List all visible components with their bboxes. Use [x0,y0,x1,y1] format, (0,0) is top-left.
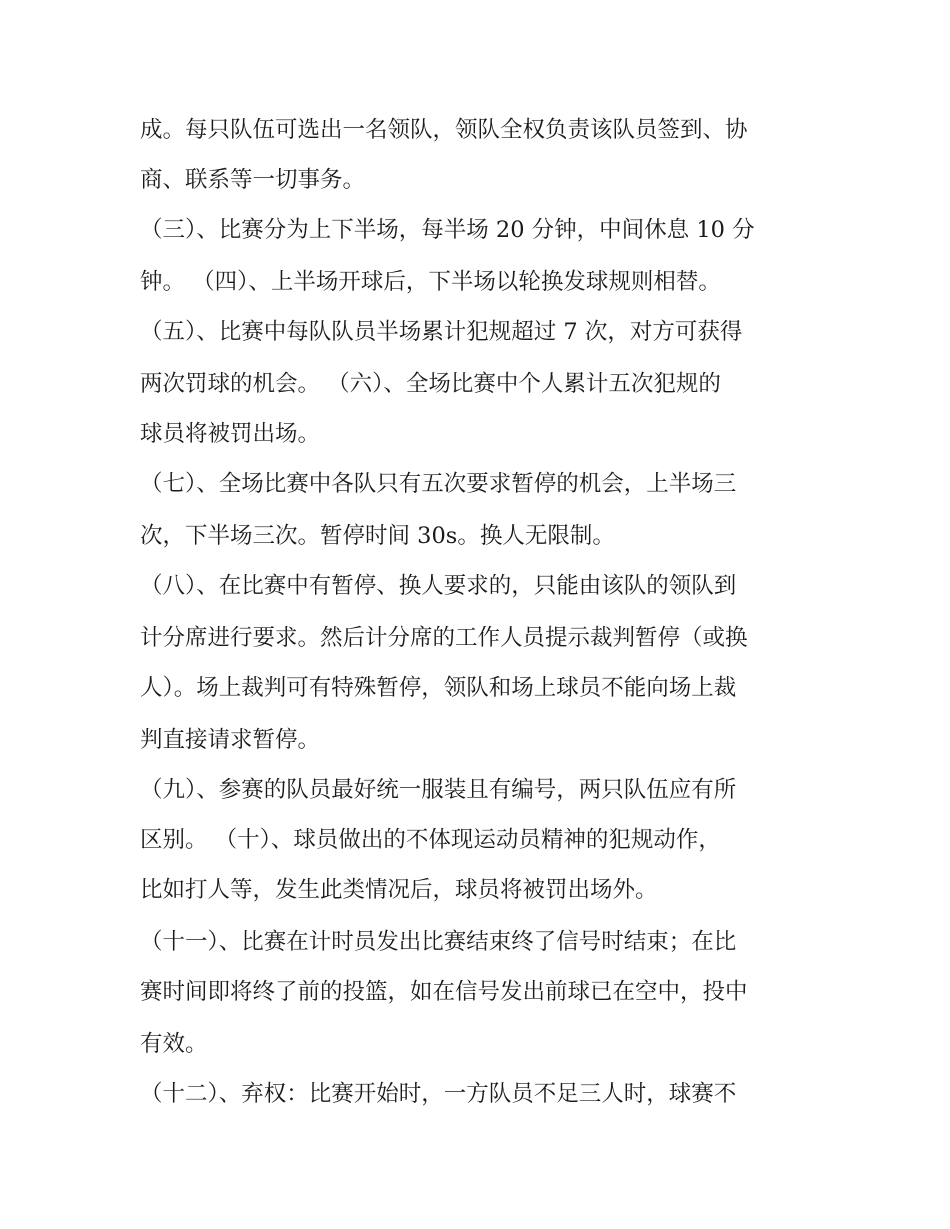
text-line: （十一）、比赛在计时员发出比赛结束终了信号时结束；在比 [140,929,737,955]
text-line: （九）、参赛的队员最好统一服装且有编号，两只队伍应有所 [140,777,737,803]
text-line: （三）、比赛分为上下半场，每半场 20 分钟，中间休息 10 分 [140,217,755,243]
text-line: 两次罚球的机会。 （六）、全场比赛中个人累计五次犯规的 [140,371,721,397]
text-line: 人）。场上裁判可有特殊暂停，领队和场上球员不能向场上裁 [140,675,737,701]
text-line: （十二）、弃权：比赛开始时，一方队员不足三人时，球赛不 [140,1081,737,1107]
text-line: 赛时间即将终了前的投篮，如在信号发出前球已在空中，投中 [140,979,748,1005]
text-line: 球员将被罚出场。 [140,421,321,447]
text-line: 钟。 （四）、上半场开球后，下半场以轮换发球规则相替。 [140,269,721,295]
text-line: （五）、比赛中每队队员半场累计犯规超过 7 次，对方可获得 [140,319,743,345]
text-line: （七）、全场比赛中各队只有五次要求暂停的机会，上半场三 [140,471,737,497]
text-line: （八）、在比赛中有暂停、换人要求的，只能由该队的领队到 [140,573,737,599]
text-line: 次，下半场三次。暂停时间 30s。换人无限制。 [140,523,615,549]
text-line: 判直接请求暂停。 [140,727,321,753]
text-line: 商、联系等一切事务。 [140,167,366,193]
text-line: 区别。 （十）、球员做出的不体现运动员精神的犯规动作， [140,827,721,853]
text-line: 比如打人等，发生此类情况后，球员将被罚出场外。 [140,877,658,903]
text-line: 有效。 [140,1031,208,1057]
text-line: 计分席进行要求。然后计分席的工作人员提示裁判暂停（或换 [140,625,748,651]
text-line: 成。每只队伍可选出一名领队，领队全权负责该队员签到、协 [140,117,748,143]
